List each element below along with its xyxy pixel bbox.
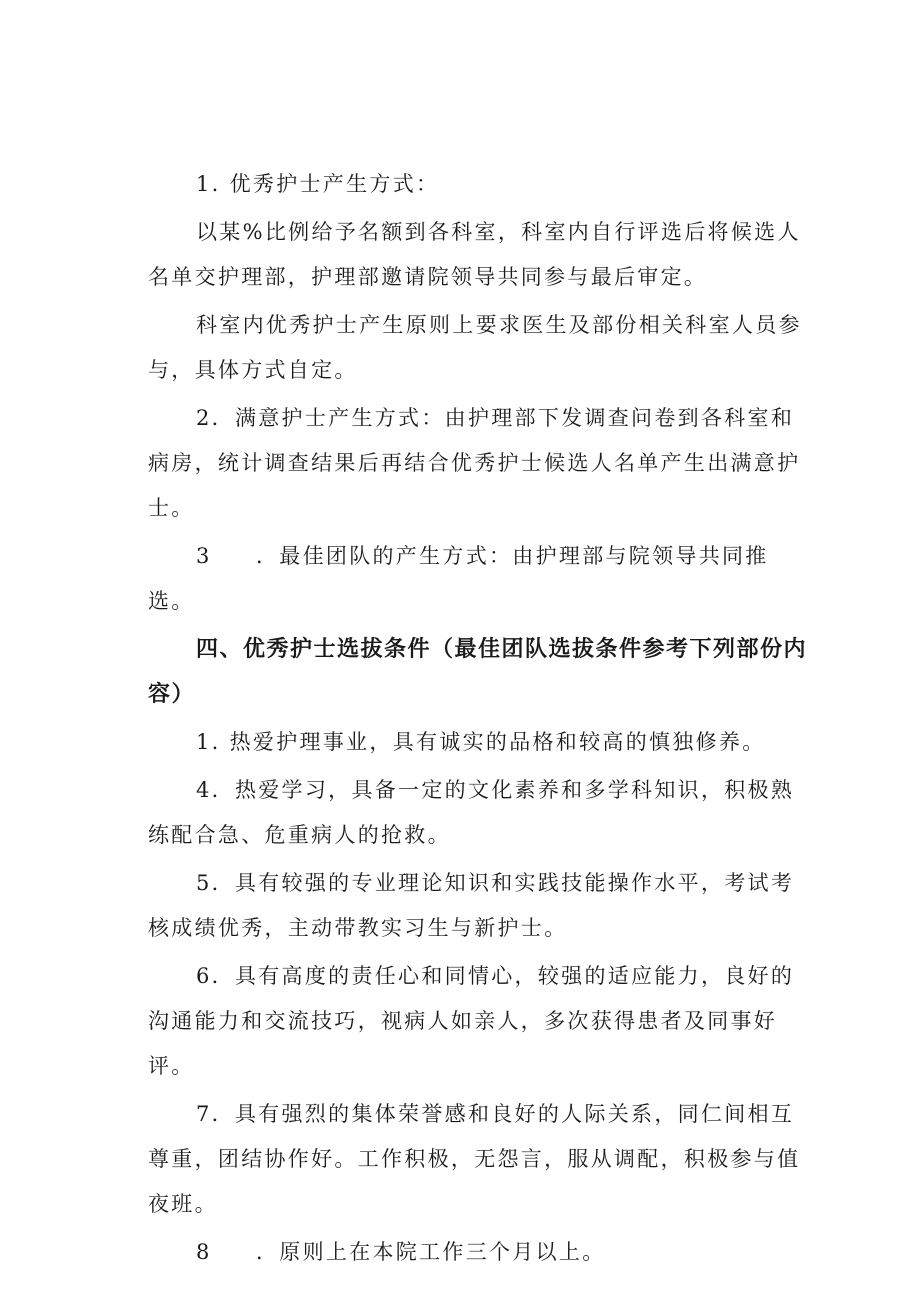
item-number: 8 — [196, 1240, 212, 1264]
document-body — [148, 162, 812, 1278]
paragraph-department-principle: 科室内优秀护士产生原则上要求医生及部份相关科室人员参与，具体方式自定。 — [148, 313, 802, 382]
condition-item: 5．具有较强的专业理论知识和实践技能操作水平，考试考核成绩优秀，主动带教实习生与新护士。 — [148, 871, 795, 940]
condition-item: 1. 热爱护理事业，具有诚实的品格和较高的慎独修养。 — [196, 730, 766, 754]
paragraph-outstanding-nurse-method: 1. 优秀护士产生方式： — [196, 172, 440, 196]
item-text: ．原则上在本院工作三个月以上。 — [256, 1240, 606, 1264]
paragraph-quota-allocation: 以某%比例给予名额到各科室，科室内自行评选后将候选人名单交护理部，护理部邀请院领导共同参与最后审定。 — [148, 220, 801, 289]
paragraph-best-team-method — [148, 534, 812, 624]
section-heading: 四、优秀护士选拔条件（最佳团队选拔条件参考下列部份内容） — [148, 637, 808, 707]
condition-item: 6．具有高度的责任心和同情心，较强的适应能力，良好的沟通能力和交流技巧，视病人如亲人，多次获得患者及同事好评。 — [148, 964, 795, 1078]
item-text: ．最佳团队的产生方式：由护理部与院领导共同推选。 — [148, 544, 769, 613]
condition-item-tenure — [148, 1230, 812, 1275]
item-number: 3 — [196, 544, 212, 568]
condition-item: 7．具有强烈的集体荣誉感和良好的人际关系，同仁间相互尊重，团结协作好。工作积极，无怨言，服从调配，积极参与值夜班。 — [148, 1102, 801, 1216]
condition-item: 4．热爱学习，具备一定的文化素养和多学科知识，积极熟练配合急、危重病人的抢救。 — [148, 778, 795, 847]
paragraph-satisfied-nurse-method: 2．满意护士产生方式：由护理部下发调查问卷到各科室和病房，统计调查结果后再结合优秀护士候选人名单产生出满意护士。 — [148, 406, 801, 520]
